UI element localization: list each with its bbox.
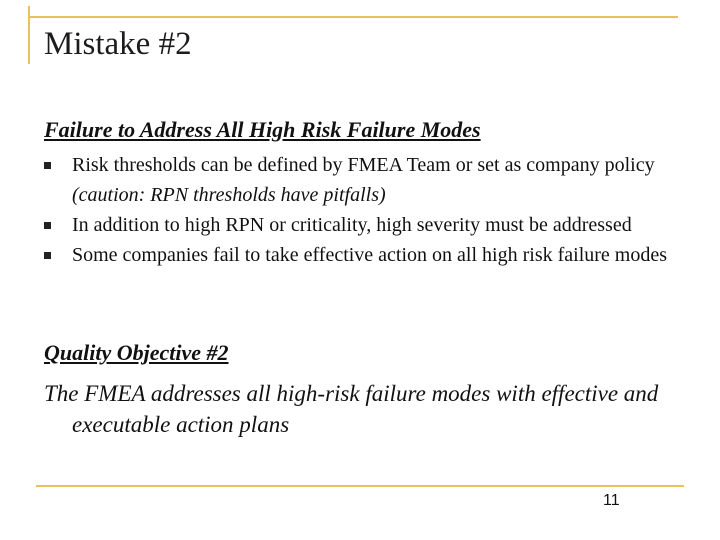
bullet-emphasis: (caution: RPN thresholds have pitfalls) xyxy=(72,184,386,206)
slide-title: Mistake #2 xyxy=(44,26,192,62)
objective-heading xyxy=(44,340,229,366)
bullet-text: In addition to high RPN or criticality, high severity must be addressed xyxy=(72,214,632,236)
section-heading-text: Failure to Address All High Risk Failure Modes xyxy=(44,117,481,142)
bullet-list xyxy=(44,150,684,270)
left-rule xyxy=(28,6,30,64)
square-bullet-icon xyxy=(44,222,51,229)
top-rule xyxy=(28,16,678,18)
bullet-text: Risk thresholds can be defined by FMEA Team or set as company policy xyxy=(72,154,655,176)
objective-text: The FMEA addresses all high-risk failure modes with effective and executable action plans xyxy=(44,381,659,437)
section-heading xyxy=(44,117,481,143)
square-bullet-icon xyxy=(44,162,51,169)
objective-heading-text: Quality Objective #2 xyxy=(44,340,229,365)
bullet-item xyxy=(44,240,684,270)
bullet-item xyxy=(44,210,684,240)
bullet-item xyxy=(44,150,684,210)
bullet-text: Some companies fail to take effective action on all high risk failure modes xyxy=(72,244,667,266)
bottom-rule xyxy=(36,485,684,487)
square-bullet-icon xyxy=(44,252,51,259)
page-number: 11 xyxy=(603,492,620,509)
